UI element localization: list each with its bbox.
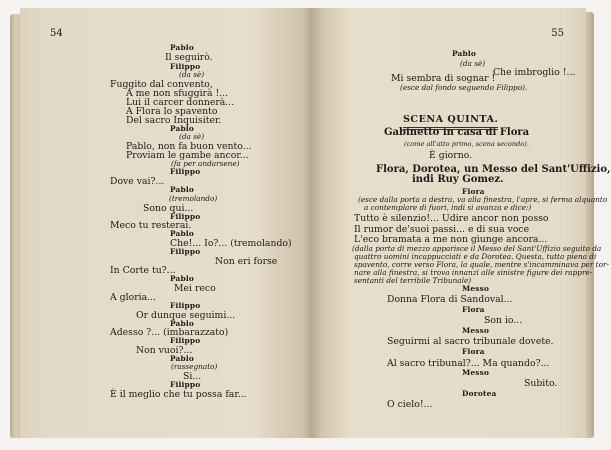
title-underline: [403, 127, 498, 128]
left-line-spk: Pablo: [170, 43, 195, 52]
right-line-head: Gabinetto in casa di Flora: [384, 127, 530, 138]
right-line-title: SCENA QUINTA.: [403, 114, 499, 125]
right-line-head: indi Ruy Gomez.: [412, 174, 504, 185]
right-line-v: Al sacro tribunal?... Ma quando?...: [387, 358, 550, 369]
right-line-st: (esce dal fondo seguendo Filippo).: [400, 83, 528, 92]
left-line-spk: Pablo: [170, 319, 195, 328]
right-line-v: Donna Flora di Sandoval...: [387, 294, 513, 305]
left-line-st: (rassegnato): [171, 362, 218, 371]
right-line-v: L'eco bramata a me non giunge ancora...: [354, 234, 548, 245]
left-line-spk: Filippo: [170, 167, 201, 176]
left-line-spk: Pablo: [170, 274, 195, 283]
left-line-v: Adesso ?... (imbarazzato): [110, 327, 229, 338]
left-line-v: Che!... Io?... (tremolando): [170, 238, 292, 249]
left-line-v: A gloria...: [110, 292, 157, 303]
left-line-spk: Filippo: [170, 380, 201, 389]
left-line-v: Dove vai?...: [110, 176, 165, 187]
right-line-st: sentanti del terribile Tribunale): [354, 276, 472, 285]
left-page: [20, 8, 312, 438]
left-line-v: Or dunque seguimi...: [136, 310, 236, 321]
right-line-v: È giorno.: [429, 150, 473, 161]
left-line-st: (da sè): [179, 70, 205, 79]
right-line-st: (da sè): [460, 59, 486, 68]
right-line-spk: Messo: [462, 284, 490, 293]
right-line-spk: Messo: [462, 326, 490, 335]
right-line-v: Son io...: [484, 315, 523, 326]
left-line-spk: Pablo: [170, 124, 195, 133]
left-line-v: Sono qui...: [143, 203, 194, 214]
page-number-left: 54: [50, 28, 63, 39]
title-underline: [403, 129, 498, 130]
left-line-st: (tremolando): [169, 194, 218, 203]
right-line-v: Il rumor de'suoi passi... e di sua voce: [354, 224, 530, 235]
left-line-spk: Pablo: [170, 185, 195, 194]
left-line-v: Fuggito dal convento,: [110, 79, 213, 90]
open-book: [10, 8, 611, 440]
right-line-v: Seguirmi al sacro tribunale dovete.: [387, 336, 554, 347]
left-line-v: Mei reco: [174, 283, 216, 294]
left-line-spk: Filippo: [170, 301, 201, 310]
left-line-v: Si...: [183, 371, 202, 382]
right-line-head: Flora, Dorotea, un Messo del Sant'Uffizio,: [376, 164, 611, 175]
left-line-v: È il meglio che tu possa far...: [110, 389, 247, 400]
left-line-spk: Filippo: [170, 247, 201, 256]
right-line-spk: Flora: [462, 187, 485, 196]
right-line-spk: Messo: [462, 368, 490, 377]
left-line-v: Proviam le gambe ancor...: [126, 150, 249, 161]
right-line-v: Subito.: [524, 378, 558, 389]
right-line-spk: Pablo: [452, 49, 477, 58]
left-line-v: Lui il carcer donnerà...: [126, 97, 235, 108]
right-line-st: quattro uomini incappucciati e da Dorotea. Questa, tutta piena di: [354, 252, 597, 261]
left-line-v: Meco tu resterai.: [110, 220, 192, 231]
right-line-st: spavento, corre verso Flora, la quale, mentre s'incamminava per tor-: [354, 260, 609, 269]
right-line-st-sm: (come all'atto primo, scena secondo).: [404, 140, 529, 148]
right-line-st: (dalla porta di mezzo apparisce il Messo del Sant'Uffizio seguito da: [352, 244, 602, 253]
right-line-st: a contemplare di fuori, indi si avanza e dice:): [364, 203, 532, 212]
right-line-v: Tutto è silenzio!... Udire ancor non posso: [354, 213, 549, 224]
right-line-st: nare alla finestra, si trova innanzi alle sinistre figure dei rappre-: [354, 268, 593, 277]
right-line-v: Che imbroglio !...: [493, 67, 576, 78]
right-line-st: (esce dalla porta a destra, va alla finestra, l'apre, si ferma alquanto: [358, 195, 608, 204]
left-line-st: (fa per andarsene): [171, 159, 240, 168]
left-line-spk: Filippo: [170, 62, 201, 71]
right-line-spk: Flora: [462, 305, 485, 314]
right-line-spk: Dorotea: [462, 389, 497, 398]
left-line-spk: Pablo: [170, 229, 195, 238]
right-line-v: Mi sembra di sognar !: [391, 73, 496, 84]
left-line-spk: Filippo: [170, 212, 201, 221]
left-line-spk: Filippo: [170, 336, 201, 345]
left-line-st: (da sè): [179, 132, 205, 141]
left-line-v: A me non sfuggirà !...: [126, 88, 229, 99]
left-line-v: Pablo, non fa buon vento...: [126, 141, 252, 152]
right-line-v: O cielo!...: [387, 399, 433, 410]
left-line-v: Il seguirò.: [165, 52, 213, 63]
page-number-right: 55: [551, 28, 564, 39]
right-page: [312, 8, 611, 438]
right-line-spk: Flora: [462, 347, 485, 356]
left-line-v: Non vuoi?...: [136, 345, 193, 356]
left-line-spk: Pablo: [170, 354, 195, 363]
left-line-v: Non eri forse: [215, 256, 278, 267]
left-line-v: In Corte tu?...: [110, 265, 176, 276]
left-line-v: A Flora lo spavento: [126, 106, 218, 117]
left-line-v: Del sacro Inquisiter.: [126, 115, 222, 126]
